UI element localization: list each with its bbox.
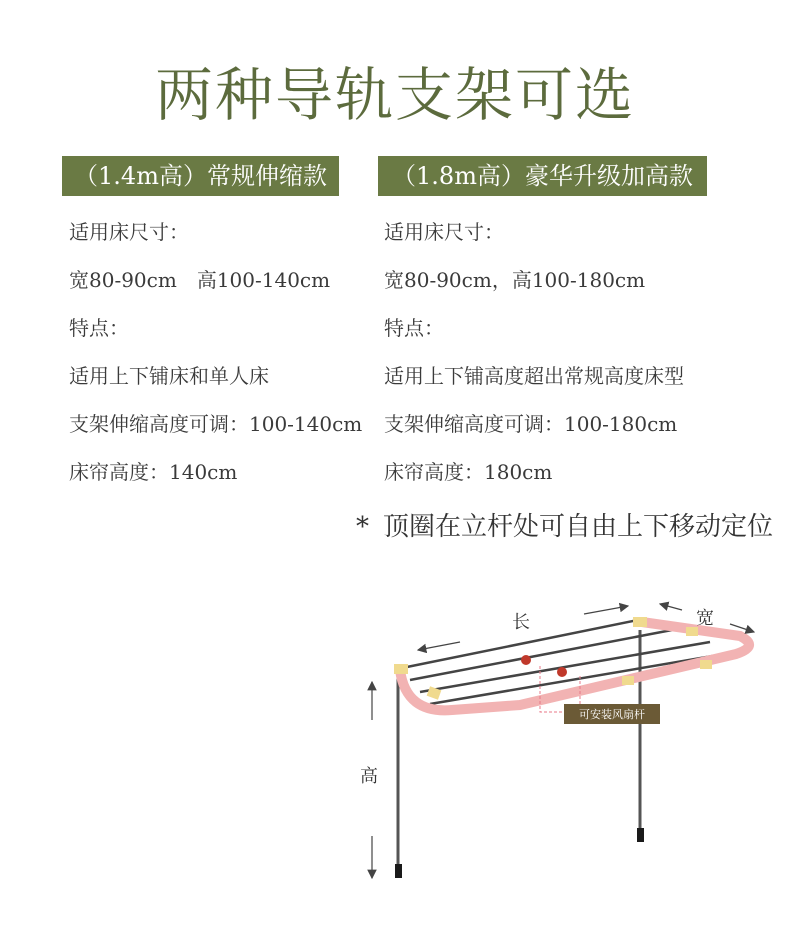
page-title: 两种导轨支架可选 <box>154 61 635 129</box>
front-pole-foot <box>395 864 402 878</box>
length-label: 长 <box>512 612 530 633</box>
spec-line: 支架伸缩高度可调：100-140cm <box>69 412 363 436</box>
spec-line: 适用上下铺床和单人床 <box>69 364 269 388</box>
bed-frame-diagram <box>340 590 780 890</box>
fan-mount-point <box>557 667 567 677</box>
spec-line: 适用床尺寸： <box>69 220 189 244</box>
spec-line: 床帘高度：140cm <box>69 460 238 484</box>
fan-mount-point <box>521 655 531 665</box>
deluxe-model-specs <box>384 212 784 500</box>
deluxe-model-badge: （1.8m高）豪华升级加高款 <box>378 156 707 196</box>
connector <box>622 676 634 685</box>
spec-line: 支架伸缩高度可调：100-180cm <box>384 412 678 436</box>
standard-model-badge: （1.4m高）常规伸缩款 <box>62 156 339 196</box>
adjustable-ring-note <box>356 506 773 543</box>
standard-model-specs <box>69 212 369 500</box>
connector <box>700 660 712 669</box>
height-label: 高 <box>360 766 378 787</box>
spec-line: 特点： <box>384 316 444 340</box>
spec-line: 适用床尺寸： <box>384 220 504 244</box>
connector <box>394 664 408 674</box>
spec-line: 床帘高度：180cm <box>384 460 553 484</box>
asterisk: * <box>356 512 369 542</box>
length-arrow-left <box>418 642 460 650</box>
fan-rod-label: 可安装风扇杆 <box>579 708 645 721</box>
width-arrow-left <box>660 604 682 610</box>
connector <box>633 617 647 627</box>
spec-line: 宽80-90cm 高100-140cm <box>69 268 331 292</box>
spec-line: 特点： <box>69 316 129 340</box>
back-pole-foot <box>637 828 644 842</box>
spec-line: 适用上下铺高度超出常规高度床型 <box>384 364 684 388</box>
length-arrow-right <box>584 606 628 614</box>
spec-line: 宽80-90cm，高100-180cm <box>384 268 646 292</box>
width-label: 宽 <box>696 608 714 629</box>
note-text: 顶圈在立杆处可自由上下移动定位 <box>383 512 774 542</box>
